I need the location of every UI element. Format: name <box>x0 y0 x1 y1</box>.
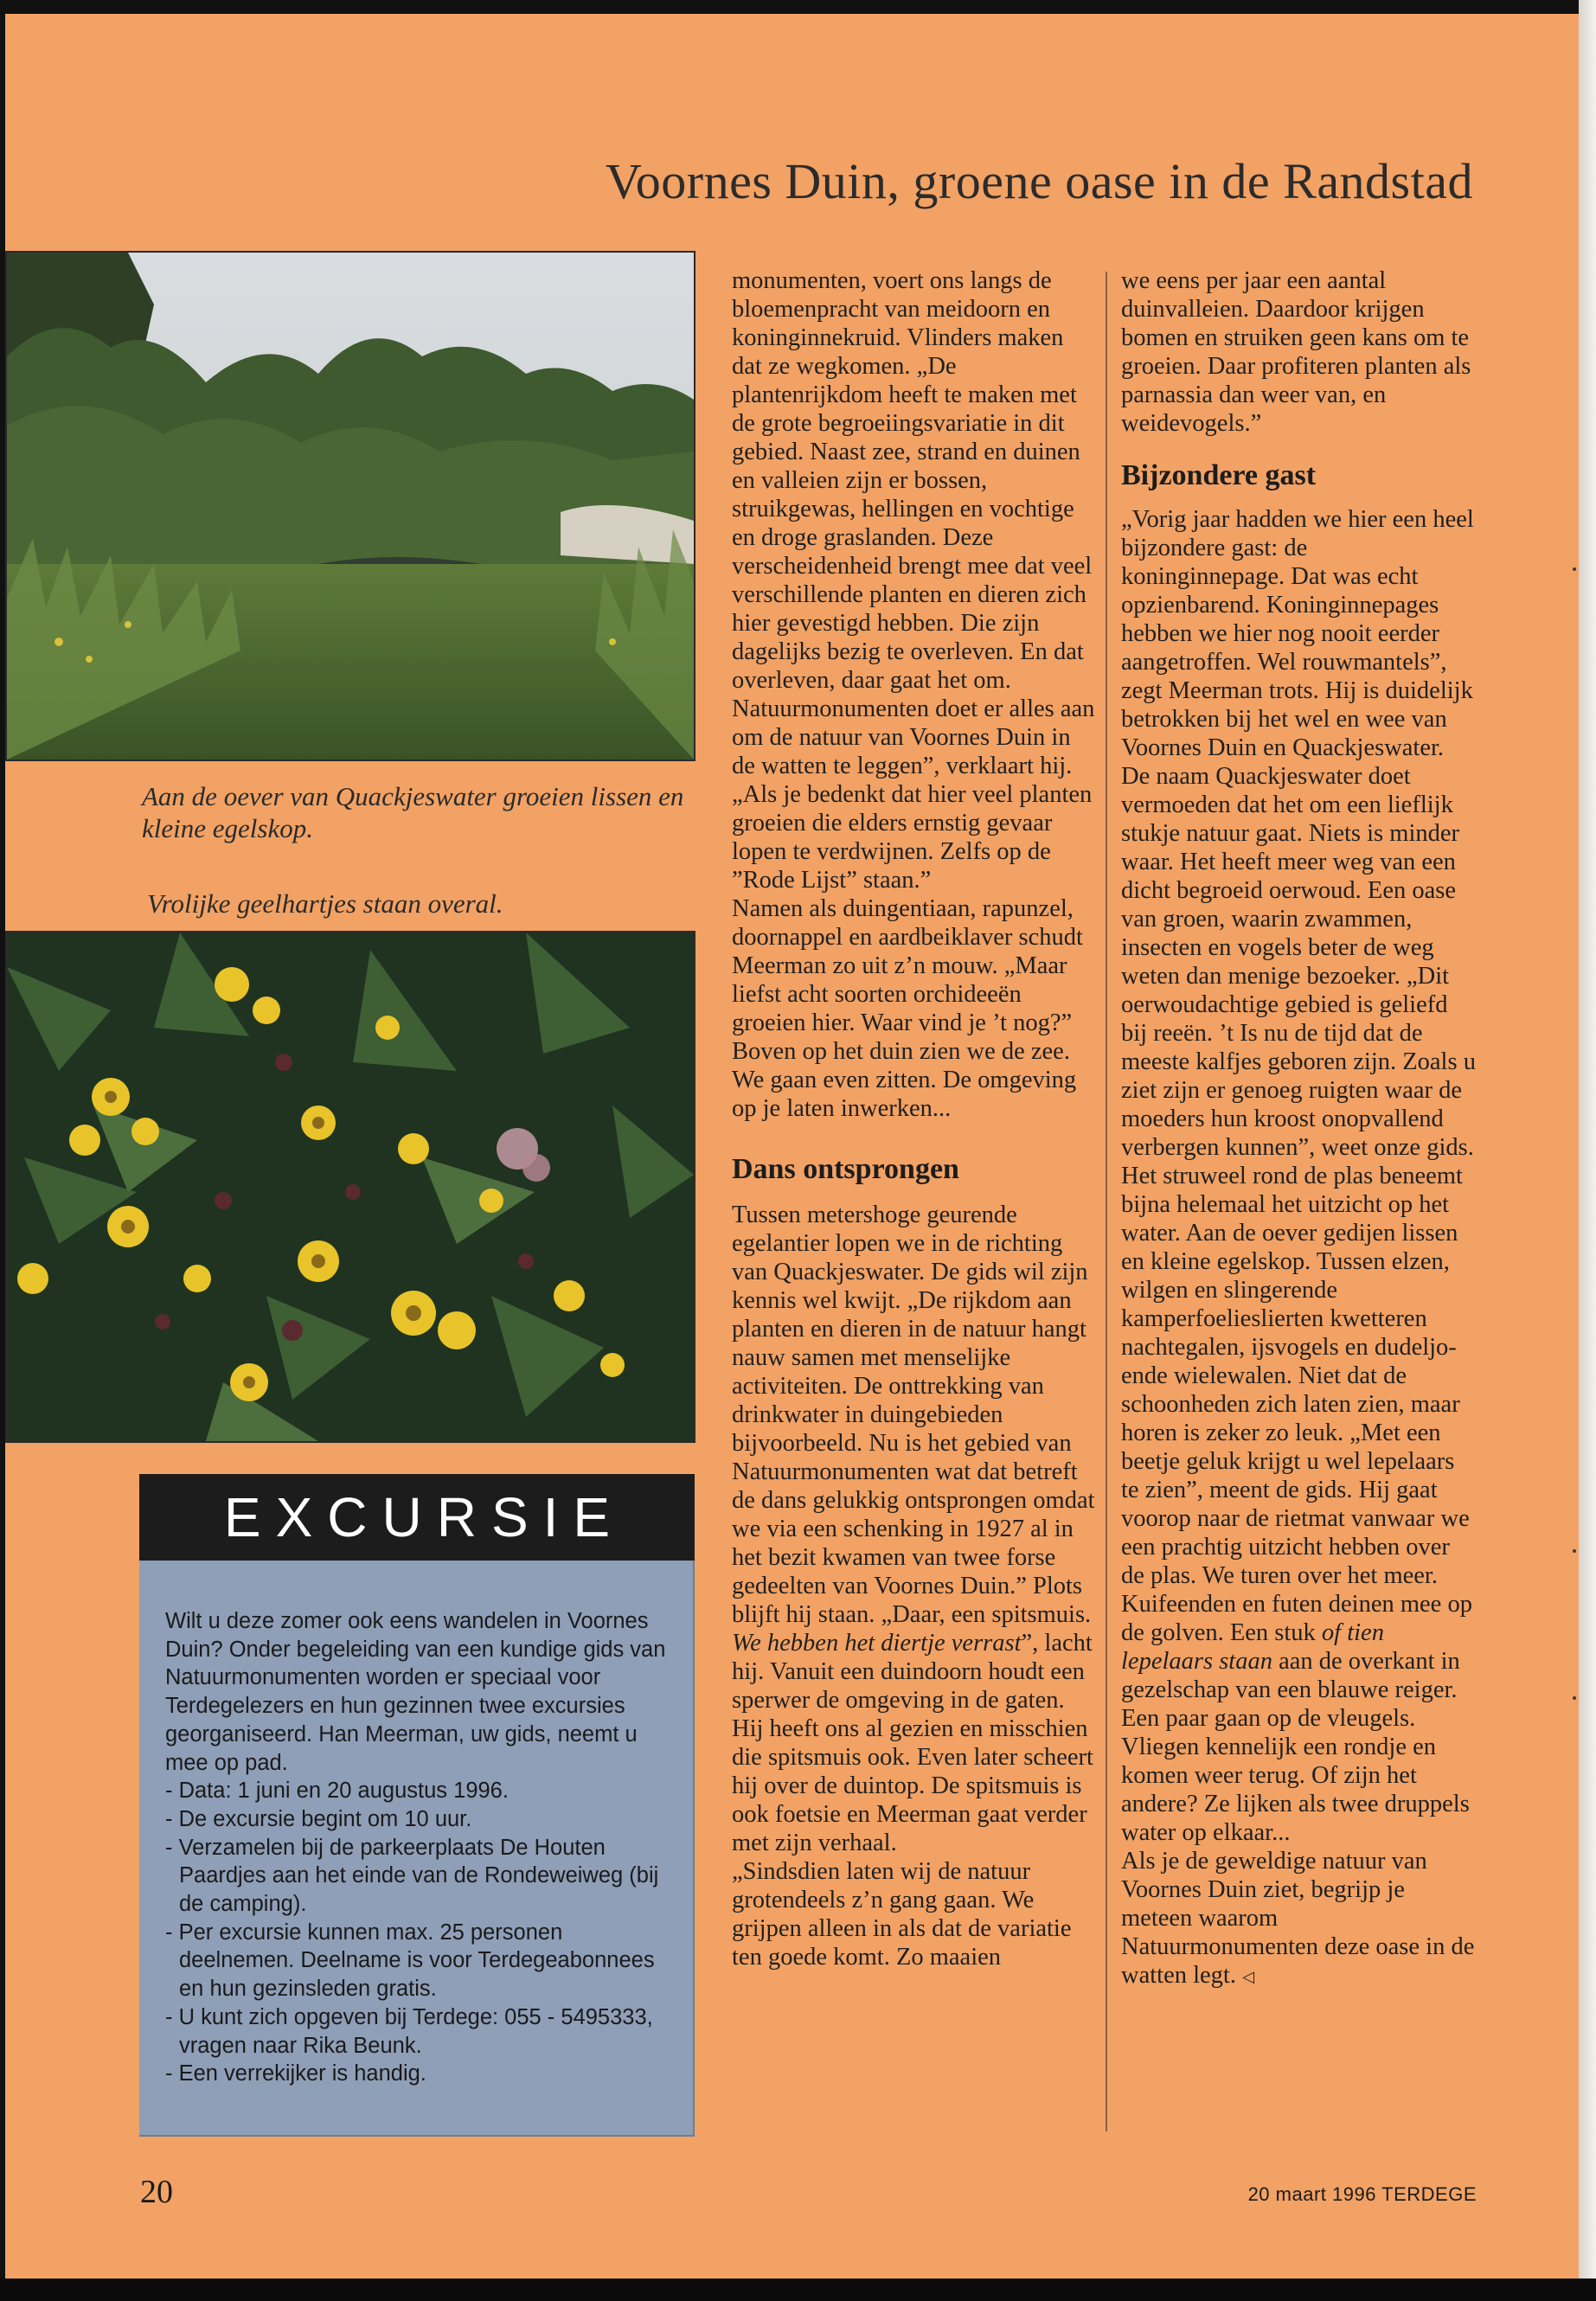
page-number: 20 <box>140 2174 173 2210</box>
article-column-1 <box>732 266 1095 1971</box>
issue-date: 20 maart 1996 TERDEGE <box>1247 2183 1477 2205</box>
article-paragraph: monumenten, voert ons langs de bloemenpracht van meidoorn en koninginnekruid. Vlinders maken dat ze wegkomen. „De plantenrijkdom heeft te maken met de grote begroeiingsvariatie in dit gebied. Naast zee, strand en duinen en valleien zijn er bossen, struikgewas, hellingen en vochtige en droge graslanden. Deze verscheidenheid brengt mee dat veel verschillende planten en dieren zich hier gevestigd hebben. Die zijn dagelijks bezig te overleven. En dat overleven, daar gaat het om. Natuurmonumenten doet er alles aan om de natuur van Voornes Duin in de watten te leggen”, verklaart hij. „Als je bedenkt dat hier veel planten groeien die elders ernstig gevaar lopen te verdwijnen. Zelfs op de ”Rode Lijst” staan.” <box>732 267 1095 894</box>
article-paragraph: „Vorig jaar hadden we hier een heel bijzondere gast: de koninginnepage. Dat was echt opzienbarend. Koninginnepages hebben we hier nog nooit eerder aangetroffen. Wel rouwmantels”, zegt Meerman trots. Hij is duidelijk betrokken bij het wel en wee van Voornes Duin en Quackjeswater. De naam Quackjeswater doet vermoeden dat het om een lieflijk stukje natuur gaat. Niets is minder waar. Het heeft meer weg van een dicht begroeid oerwoud. Een oase van groen, waarin zwammen, insecten en vogels beter de weg weten dan menige bezoeker. „Dit oerwoudachtige gebied is geliefd bij reeën. ’t Is nu de tijd dat de meeste kalfjes geboren zijn. Zoals u ziet zijn er genoeg ruigten waar de moeders hun kroost onopvallend verbergen kunnen”, weet onze gids. <box>1121 506 1476 1161</box>
scan-edge-right <box>1579 0 1596 2301</box>
excursie-item-capacity: - Per excursie kunnen max. 25 personen deelnemen. Deelname is voor Terdegeabonnees en hun gezinsleden gratis. <box>165 1919 676 2003</box>
article-paragraph: Namen als duingentiaan, rapunzel, doornappel en aardbeiklaver schudt Meerman zo uit z’n mouw. „Maar liefst acht soorten orchideeën groeien hier. Waar vind je ’t nog?” Boven op het duin zien we de zee. We gaan even zitten. De omgeving op je laten inwerken... <box>732 895 1083 1122</box>
scan-speck <box>1573 1549 1576 1553</box>
running-title: Voornes Duin, groene oase in de Randstad <box>605 153 1473 209</box>
photo-caption-pond: Aan de oever van Quackjeswater groeien lissen en kleine egelskop. <box>142 781 684 843</box>
magazine-page <box>5 14 1579 2279</box>
excursie-list <box>165 1777 676 2088</box>
excursie-item-meeting-point: - Verzamelen bij de parkeerplaats De Houten Paardjes aan het einde van de Rondeweiweg (bij de camping). <box>165 1834 676 1919</box>
excursie-item-binoculars: - Een verrekijker is handig. <box>165 2060 676 2088</box>
column-divider <box>1106 272 1107 2131</box>
excursie-item-start-time: - De excursie begint om 10 uur. <box>165 1805 676 1834</box>
scan-speck <box>1573 1696 1576 1700</box>
excursie-intro: Wilt u deze zomer ook eens wandelen in Voornes Duin? Onder begeleiding van een kundige gids van Natuurmonumenten worden er speciaal voor Terdegelezers en hun gezinnen twee excursies georganiseerd. Han Meerman, uw gids, neemt u mee op pad. <box>165 1609 666 1775</box>
article-paragraph: Tussen metershoge geurende egelantier lopen we in de richting van Quackjeswater. De gids wil zijn kennis wel kwijt. „De rijkdom aan planten en dieren in de natuur hangt nauw samen met menselijke activiteiten. De onttrekking van drinkwater in duingebieden bijvoorbeeld. Nu is het gebied van Natuurmonumenten wat dat betreft de dans gelukkig ontsprongen omdat we via een schenking in 1927 al in het bezit kwamen van twee forse gedeelten van Voornes Duin.” Plots blijft hij staan. „Daar, een spitsmuis. We hebben het diertje verrast”, lacht hij. Vanuit een duindoorn houdt een sperwer de omgeving in de gaten. Hij heeft ons al gezien en misschien die spitsmuis ook. Even later scheert hij over de duintop. De spitsmuis is ook foetsie en Meerman gaat verder met zijn verhaal. <box>732 1202 1095 1856</box>
excursie-item-dates: - Data: 1 juni en 20 augustus 1996. <box>165 1777 676 1805</box>
scan-speck <box>1573 567 1576 571</box>
excursie-box <box>139 1561 695 2137</box>
article-paragraph: Als je de geweldige natuur van Voornes Duin ziet, begrijp je meteen waarom Natuurmonumenten deze oase in de watten legt. ◁ <box>1121 1848 1475 1989</box>
excursie-heading: EXCURSIE <box>139 1474 695 1561</box>
section-heading-bijzondere-gast: Bijzondere gast <box>1121 459 1317 491</box>
article-column-2 <box>1121 266 1476 1991</box>
excursie-item-registration: - U kunt zich opgeven bij Terdege: 055 - 5495333, vragen naar Rika Beunk. <box>165 2003 676 2060</box>
photo-pond-landscape <box>5 251 695 761</box>
scan-edge-bottom <box>0 2279 1596 2301</box>
article-paragraph: „Sindsdien laten wij de natuur grotendeels z’n gang gaan. We grijpen alleen in als dat de variatie ten goede komt. Zo maaien <box>732 1858 1072 1971</box>
section-heading-dans-ontsprongen: Dans ontsprongen <box>732 1153 959 1185</box>
photo-yellow-flowers <box>5 931 695 1443</box>
article-paragraph: Het struweel rond de plas beneemt bijna helemaal het uitzicht op het water. Aan de oever gedijen lissen en kleine egelskop. Tussen elzen, wilgen en slingerende kamperfoelieslierten kwetteren nachtegalen, ijsvogels en dudeljo-ende wielewalen. Niet dat de schoonheden zich laten zien, maar horen is zeker zo leuk. „Met een beetje geluk krijgt u wel lepelaars te zien”, meent de gids. Hij gaat voorop naar de rietmat vanwaar we een prachtig uitzicht hebben over de plas. We turen over het meer. Kuifeenden en futen deinen mee op de golven. Een stuk of tien lepelaars staan aan de overkant in gezelschap van een blauwe reiger. Een paar gaan op de vleugels. Vliegen kennelijk een rondje en komen weer terug. Of zijn het andere? Ze lijken als twee druppels water op elkaar... <box>1121 1163 1472 1846</box>
photo-caption-flowers: Vrolijke geelhartjes staan overal. <box>147 888 503 919</box>
end-mark-icon: ◁ <box>1242 1967 1254 1985</box>
article-paragraph: we eens per jaar een aantal duinvalleien. Daardoor krijgen bomen en struiken geen kans om te groeien. Daar profiteren planten als parnassia dan weer van, en weidevogels.” <box>1121 267 1471 437</box>
